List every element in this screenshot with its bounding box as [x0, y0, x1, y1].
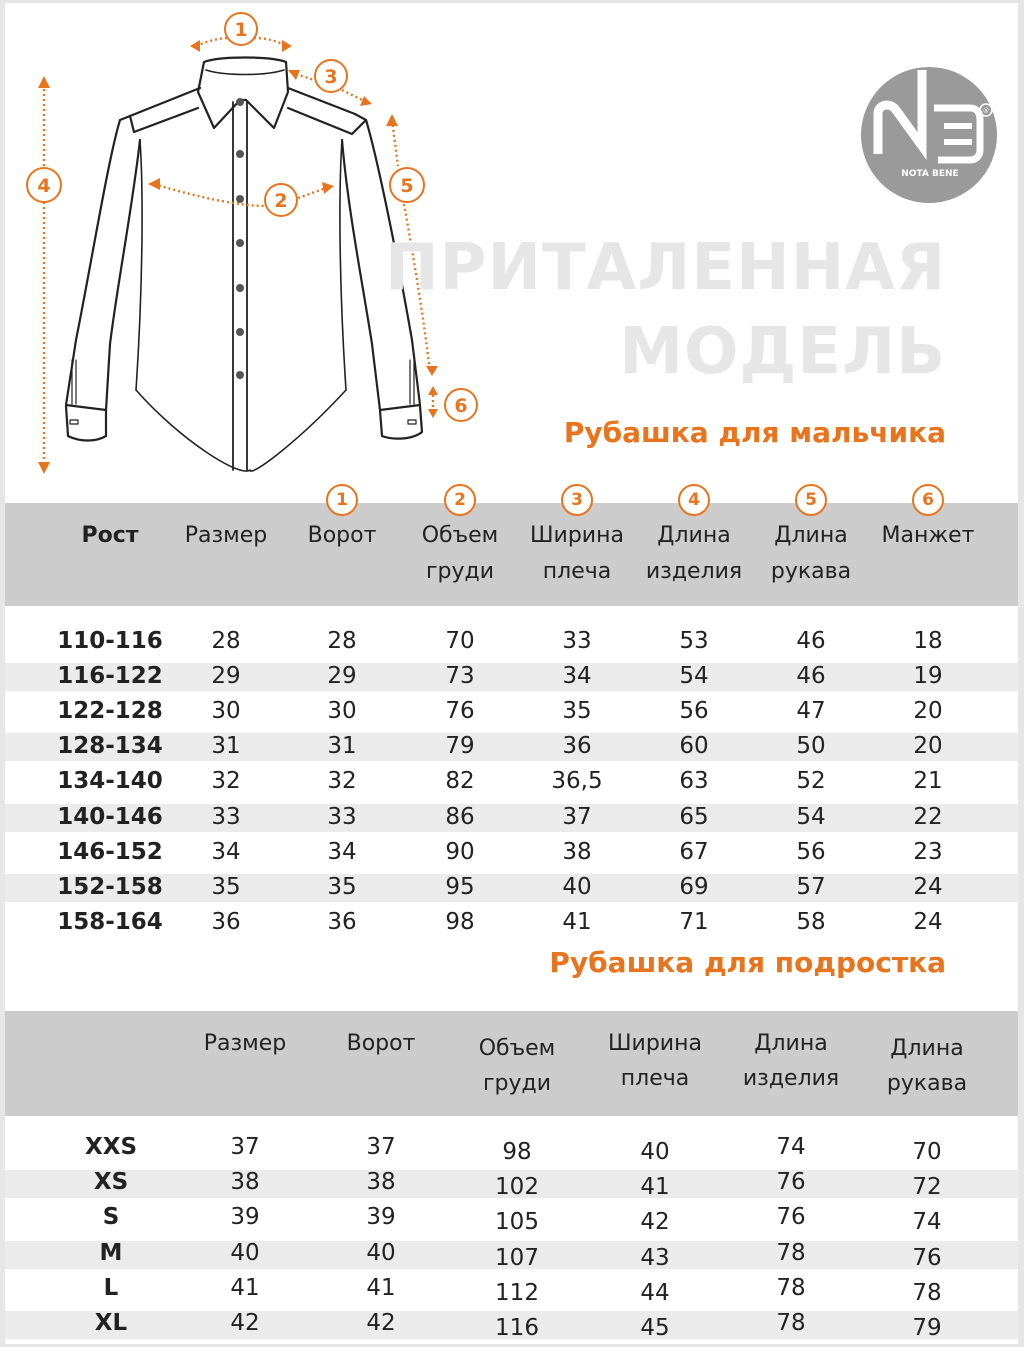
svg-text:NOTA BENE: NOTA BENE	[901, 169, 959, 179]
table-cell: 105	[495, 1209, 539, 1236]
height-range-cell: 146-152	[57, 838, 163, 865]
table-cell: 54	[796, 803, 826, 830]
table-cell: 74	[776, 1134, 806, 1160]
table-cell: 58	[796, 908, 826, 935]
table-cell: 90	[445, 838, 475, 865]
column-header-line2: рукава	[770, 559, 852, 584]
table-cell: 76	[776, 1204, 806, 1231]
height-range-cell: 128-134	[57, 733, 163, 760]
table-cell: 78	[776, 1239, 806, 1266]
model-title-line1: ПРИТАЛЕННАЯ	[384, 231, 946, 305]
table-cell: 30	[327, 698, 357, 725]
column-header-line2: плеча	[542, 559, 612, 584]
table-cell: 95	[445, 873, 475, 900]
table-cell: 107	[495, 1244, 539, 1271]
column-header: Ворот	[307, 523, 377, 548]
table-cell: 45	[640, 1315, 670, 1341]
size-label-cell: XXS	[84, 1134, 138, 1160]
marker-2-icon	[265, 184, 297, 216]
svg-text:4: 4	[37, 175, 51, 197]
svg-text:2: 2	[274, 190, 288, 212]
table-cell: 34	[211, 838, 241, 865]
table-cell: 41	[230, 1274, 260, 1301]
height-range-cell: 158-164	[57, 908, 163, 935]
height-range-cell: 122-128	[57, 698, 163, 725]
table-cell: 20	[913, 733, 943, 760]
column-header: Длина	[754, 1031, 828, 1056]
table-cell: 79	[912, 1315, 942, 1341]
column-badge-1-icon: 1	[326, 484, 358, 516]
svg-text:5: 5	[400, 175, 414, 197]
table-cell: 67	[679, 838, 709, 865]
table-cell: 23	[913, 838, 943, 865]
table-cell: 38	[366, 1169, 396, 1196]
height-range-cell: 152-158	[57, 873, 163, 900]
table-cell: 70	[445, 628, 475, 654]
table-cell: 22	[913, 803, 943, 830]
size-label-cell: M	[99, 1239, 123, 1266]
table-cell: 98	[502, 1139, 532, 1165]
table-cell: 18	[913, 628, 943, 654]
table-cell: 41	[640, 1174, 670, 1201]
table-cell: 79	[445, 733, 475, 760]
table-cell: 40	[366, 1239, 396, 1266]
table-cell: 44	[640, 1279, 670, 1306]
table-cell: 78	[776, 1274, 806, 1301]
table-cell: 47	[796, 698, 826, 725]
column-header: Ширина	[530, 523, 624, 548]
column-header: Длина	[657, 523, 731, 548]
column-header: Длина	[890, 1036, 964, 1061]
height-range-cell: 116-122	[57, 663, 163, 690]
table-cell: 98	[445, 908, 475, 935]
column-header: Рост	[81, 523, 139, 548]
table-cell: 37	[230, 1134, 260, 1160]
column-header: Объем	[478, 1036, 556, 1061]
table-cell: 29	[211, 663, 241, 690]
table-cell: 24	[913, 873, 943, 900]
table-cell: 46	[796, 628, 826, 654]
model-title-line2: МОДЕЛЬ	[619, 315, 946, 389]
table-cell: 71	[679, 908, 709, 935]
table-cell: 39	[366, 1204, 396, 1231]
table-cell: 37	[366, 1134, 396, 1160]
table-cell: 36	[562, 733, 592, 760]
table-cell: 57	[796, 873, 826, 900]
table-cell: 116	[495, 1315, 539, 1341]
table-cell: 21	[913, 768, 943, 795]
table-cell: 40	[562, 873, 592, 900]
size-label-cell: L	[103, 1274, 119, 1301]
table-cell: 42	[366, 1310, 396, 1336]
column-badge-4-icon: 4	[678, 484, 710, 516]
table-cell: 70	[912, 1139, 942, 1165]
height-range-cell: 140-146	[57, 803, 163, 830]
table-cell: 37	[562, 803, 592, 830]
table-cell: 76	[776, 1169, 806, 1196]
column-header-line2: рукава	[886, 1071, 968, 1096]
size-label-cell: S	[102, 1204, 120, 1231]
table-cell: 33	[211, 803, 241, 830]
table-cell: 35	[562, 698, 592, 725]
boys-table-header-band	[5, 503, 1018, 606]
marker-5-icon	[390, 168, 424, 202]
table-cell: 19	[913, 663, 943, 690]
column-header-line2: изделия	[742, 1066, 840, 1091]
table-cell: 46	[796, 663, 826, 690]
marker-4-icon	[27, 168, 61, 202]
table-cell: 60	[679, 733, 709, 760]
table-cell: 40	[640, 1139, 670, 1165]
table-cell: 112	[495, 1279, 539, 1306]
table-cell: 31	[211, 733, 241, 760]
column-header-line2: груди	[425, 559, 495, 584]
table-cell: 33	[327, 803, 357, 830]
table-cell: 30	[211, 698, 241, 725]
teen-table-title: Рубашка для подростка	[549, 946, 946, 979]
table-cell: 73	[445, 663, 475, 690]
table-cell: 42	[230, 1310, 260, 1336]
svg-text:3: 3	[324, 66, 338, 88]
table-cell: 31	[327, 733, 357, 760]
size-label-cell: XS	[93, 1169, 129, 1196]
marker-1-icon	[225, 13, 257, 45]
height-range-cell: 110-116	[57, 628, 163, 654]
table-cell: 20	[913, 698, 943, 725]
column-badge-5-icon: 5	[795, 484, 827, 516]
table-cell: 56	[679, 698, 709, 725]
table-cell: 102	[495, 1174, 539, 1201]
table-cell: 74	[912, 1209, 942, 1236]
table-cell: 52	[796, 768, 826, 795]
height-range-cell: 134-140	[57, 768, 163, 795]
table-cell: 40	[230, 1239, 260, 1266]
table-cell: 41	[562, 908, 592, 935]
column-header: Длина	[774, 523, 848, 548]
column-badge-2-icon: 2	[444, 484, 476, 516]
table-cell: 28	[327, 628, 357, 654]
table-cell: 39	[230, 1204, 260, 1231]
table-cell: 43	[640, 1244, 670, 1271]
marker-6-icon	[445, 389, 477, 421]
table-cell: 76	[912, 1244, 942, 1271]
column-badge-3-icon: 3	[561, 484, 593, 516]
table-cell: 50	[796, 733, 826, 760]
size-label-cell: XL	[94, 1310, 128, 1336]
table-cell: 38	[562, 838, 592, 865]
column-header-line2: груди	[482, 1071, 552, 1096]
table-cell: 32	[327, 768, 357, 795]
marker-3-icon	[315, 60, 347, 92]
table-cell: 86	[445, 803, 475, 830]
table-cell: 82	[445, 768, 475, 795]
column-header: Размер	[203, 1031, 287, 1056]
table-cell: 78	[912, 1279, 942, 1306]
table-cell: 42	[640, 1209, 670, 1236]
table-cell: 65	[679, 803, 709, 830]
table-cell: 33	[562, 628, 592, 654]
table-cell: 69	[679, 873, 709, 900]
column-header-line2: плеча	[620, 1066, 690, 1091]
table-cell: 38	[230, 1169, 260, 1196]
column-header-line2: изделия	[645, 559, 743, 584]
svg-text:6: 6	[454, 395, 468, 417]
column-header: Объем	[421, 523, 499, 548]
table-cell: 76	[445, 698, 475, 725]
table-cell: 36,5	[551, 768, 603, 795]
column-header: Размер	[184, 523, 268, 548]
table-cell: 28	[211, 628, 241, 654]
table-cell: 35	[211, 873, 241, 900]
column-badge-6-icon: 6	[912, 484, 944, 516]
svg-text:1: 1	[234, 19, 248, 41]
table-cell: 29	[327, 663, 357, 690]
table-cell: 35	[327, 873, 357, 900]
table-cell: 53	[679, 628, 709, 654]
table-cell: 36	[327, 908, 357, 935]
table-cell: 34	[562, 663, 592, 690]
table-cell: 36	[211, 908, 241, 935]
svg-text:®: ®	[982, 107, 990, 115]
table-cell: 72	[912, 1174, 942, 1201]
column-header: Манжет	[881, 523, 975, 548]
boys-table-title: Рубашка для мальчика	[563, 416, 946, 449]
table-cell: 63	[679, 768, 709, 795]
button-dots	[236, 98, 244, 379]
table-cell: 24	[913, 908, 943, 935]
nota-bene-logo	[860, 66, 998, 204]
column-header: Ширина	[608, 1031, 702, 1056]
table-cell: 78	[776, 1310, 806, 1336]
table-cell: 41	[366, 1274, 396, 1301]
table-cell: 32	[211, 768, 241, 795]
table-cell: 56	[796, 838, 826, 865]
table-cell: 34	[327, 838, 357, 865]
column-header: Ворот	[346, 1031, 416, 1056]
table-cell: 54	[679, 663, 709, 690]
